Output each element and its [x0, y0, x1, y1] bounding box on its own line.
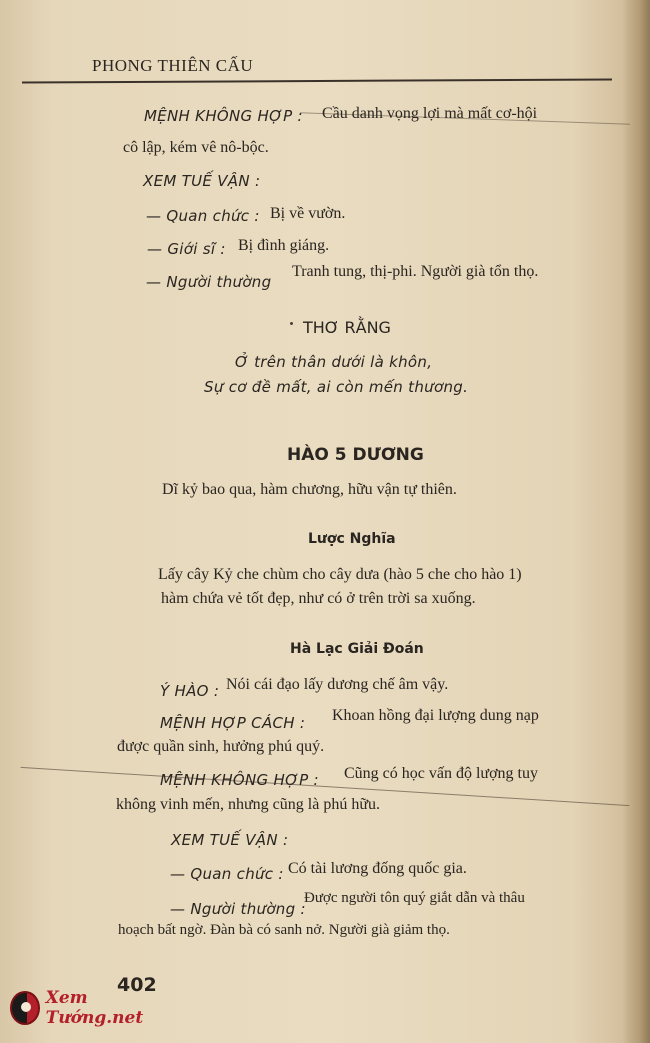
luoc-nghia-line-1: Lấy cây Kỷ che chùm cho cây dưa (hào 5 che cho hào 1) — [158, 566, 522, 583]
print-dot — [290, 322, 293, 325]
quan-chuc-label-2: — Quan chức : — [170, 865, 284, 883]
nguoi-thuong-label-2: — Người thường : — [170, 900, 306, 918]
nguoi-thuong-text-2-cont: hoạch bất ngờ. Đàn bà có sanh nở. Người già giảm thọ. — [118, 922, 450, 938]
y-hao-label: Ý HÀO : — [160, 682, 220, 700]
xem-tue-van-label: XEM TUẾ VẬN : — [143, 172, 261, 190]
menh-khong-hop-text-cont: cô lập, kém vê nô-bộc. — [123, 139, 269, 156]
hao5-verse: Dĩ kỷ bao qua, hàm chương, hữu vận tự thiên. — [162, 481, 457, 498]
watermark-logo[interactable] — [10, 990, 170, 1026]
poem-title: THƠ RẰNG — [303, 318, 391, 337]
watermark-text: Xem Tướng.net — [45, 988, 144, 1028]
y-hao-text: Nói cái đạo lấy dương chế âm vậy. — [226, 676, 449, 693]
menh-khong-hop-label: MỆNH KHÔNG HỢP : — [144, 107, 303, 125]
nguoi-thuong-label: — Người thường — [146, 273, 272, 291]
page-number: 402 — [117, 974, 157, 996]
nguoi-thuong-text: Tranh tung, thị-phi. Người già tổn thọ. — [292, 263, 539, 280]
menh-khong-hop-text: Cầu danh vọng lợi mà mất cơ-hội — [322, 105, 538, 122]
yin-yang-icon — [10, 991, 40, 1025]
ha-lac-title: Hà Lạc Giải Đoán — [290, 641, 424, 657]
page-edge-shadow — [622, 0, 650, 1043]
menh-hop-cach-text: Khoan hồng đại lượng dung nạp — [332, 707, 539, 724]
luoc-nghia-line-2: hàm chứa vẻ tốt đẹp, như có ở trên trời sa xuống. — [161, 590, 476, 607]
gioi-si-text: Bị đình giáng. — [238, 237, 330, 254]
menh-khong-hop-label-2: MỆNH KHÔNG HỢP : — [160, 771, 319, 789]
running-header: PHONG THIÊN CẤU — [92, 56, 254, 75]
menh-khong-hop-text-2: Cũng có học vấn độ lượng tuy — [344, 765, 538, 782]
quan-chuc-text: Bị về vườn. — [270, 205, 346, 222]
xem-tue-van-label-2: XEM TUẾ VẬN : — [171, 831, 289, 849]
poem-line-1: Ở trên thân dưới là khôn, — [235, 353, 433, 371]
gioi-si-label: — Giới sĩ : — [147, 240, 226, 258]
section-heading: HÀO 5 DƯƠNG — [287, 445, 424, 465]
poem-line-2: Sự cơ đề mất, ai còn mến thương. — [204, 378, 469, 396]
nguoi-thuong-text-2: Được người tôn quý giắt dẫn và thâu — [304, 890, 525, 906]
menh-khong-hop-text-2-cont: không vinh mến, nhưng cũng là phú hữu. — [116, 796, 380, 813]
menh-hop-cach-label: MỆNH HỢP CÁCH : — [160, 714, 306, 732]
quan-chuc-text-2: Có tài lương đống quốc gia. — [288, 860, 467, 877]
menh-hop-cach-text-cont: được quần sinh, hưởng phú quý. — [117, 738, 325, 755]
quan-chuc-label: — Quan chức : — [146, 207, 260, 225]
luoc-nghia-title: Lược Nghĩa — [308, 531, 396, 547]
